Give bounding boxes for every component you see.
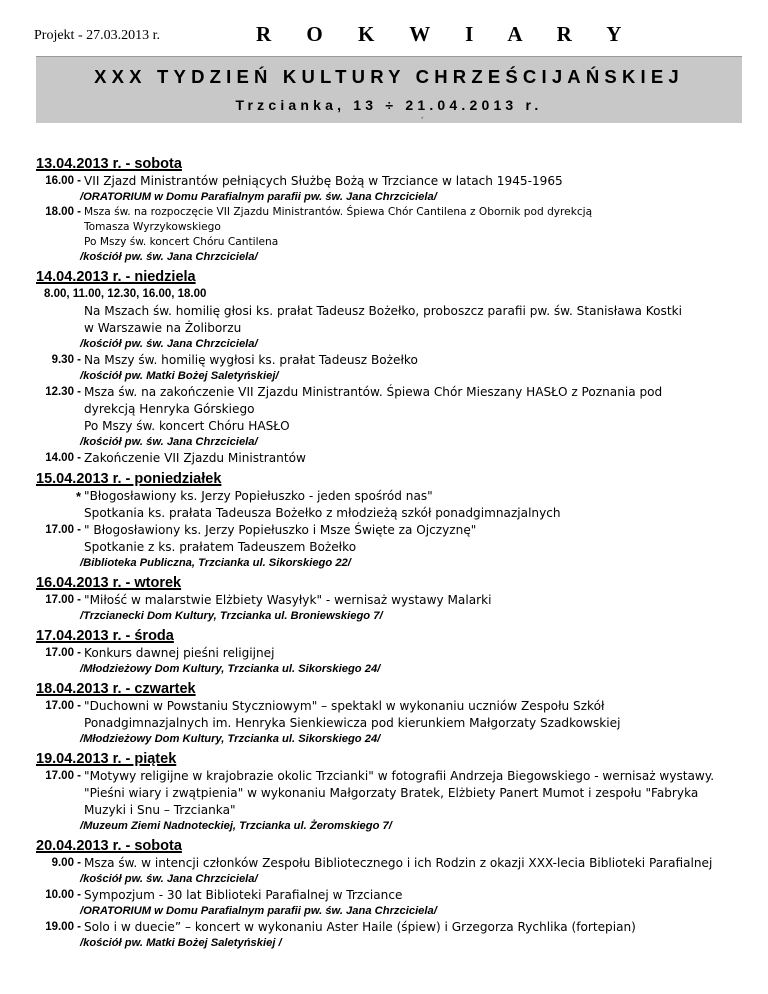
event-description: "Duchowni w Powstaniu Styczniowym" – spektakl w wykonaniu uczniów Zespołu Szkół — [84, 699, 605, 713]
event-line-row — [36, 539, 756, 556]
event-description: "Motywy religijne w krajobrazie okolic Trzcianki" w fotografii Andrzeja Biegowskiego - wernisaż wystawy. — [84, 769, 715, 783]
event-location: /ORATORIUM w Domu Parafialnym parafii pw. św. Jana Chrzciciela/ — [80, 905, 437, 917]
event-row — [36, 522, 756, 539]
event-time: 16.00 - — [45, 175, 81, 187]
event-description: Spotkanie z ks. prałatem Tadeuszem Bożełko — [84, 540, 357, 554]
event-time: 19.00 - — [45, 921, 81, 933]
event-row — [36, 286, 756, 303]
event-row — [36, 887, 756, 904]
event-time: 8.00, 11.00, 12.30, 16.00, 18.00 — [44, 288, 207, 300]
event-row — [36, 352, 756, 369]
event-description: "Pieśni wiary i zwątpienia" w wykonaniu Małgorzaty Bratek, Elżbiety Panert Mumot i zespołu "Fabryka — [84, 786, 699, 800]
event-description: Konkurs dawnej pieśni religijnej — [84, 646, 275, 660]
event-description: Sympozjum - 30 lat Biblioteki Parafialnej w Trzciance — [84, 888, 403, 902]
document-header — [0, 0, 768, 56]
banner-title: XXX TYDZIEŃ KULTURY CHRZEŚCIJAŃSKIEJ — [94, 66, 684, 87]
event-row — [36, 450, 756, 467]
event-time: 10.00 - — [45, 889, 81, 901]
event-description: Msza św. w intencji członków Zespołu Bibliotecznego i ich Rodzin z okazji XXX-lecia Biblioteki Parafialnej — [84, 856, 713, 870]
event-time: 18.00 - — [45, 206, 81, 218]
event-time: 17.00 - — [45, 524, 81, 536]
event-location: /kościół pw. św. Jana Chrzciciela/ — [80, 873, 258, 885]
day-heading: 13.04.2013 r. - sobota — [36, 156, 182, 172]
event-location: /Trzcianecki Dom Kultury, Trzcianka ul. Broniewskiego 7/ — [80, 610, 383, 622]
event-description: Spotkania ks. prałata Tadeusza Bożełko z młodzieżą szkół ponadgimnazjalnych — [84, 506, 561, 520]
event-line-row — [36, 401, 756, 418]
event-row — [36, 592, 756, 609]
day-heading: 14.04.2013 r. - niedziela — [36, 269, 196, 285]
event-row — [36, 698, 756, 715]
event-description: Tomasza Wyrzykowskiego — [84, 221, 221, 233]
event-description: " Błogosławiony ks. Jerzy Popiełuszko i Msze Święte za Ojczyznę" — [84, 523, 477, 537]
event-row — [36, 488, 756, 505]
program-list — [36, 152, 756, 951]
event-description: Po Mszy św. koncert Chóru HASŁO — [84, 419, 290, 433]
event-row — [36, 384, 756, 401]
event-line-row — [36, 802, 756, 819]
event-time: 14.00 - — [45, 452, 81, 464]
event-row — [36, 205, 756, 220]
event-time: 12.30 - — [45, 386, 81, 398]
event-row — [36, 855, 756, 872]
rok-wiary-heading: R O K W I A R Y — [256, 22, 637, 46]
event-line-row — [36, 715, 756, 732]
event-location: /Muzeum Ziemi Nadnoteckiej, Trzcianka ul. Żeromskiego 7/ — [80, 820, 392, 832]
event-description: VII Zjazd Ministrantów pełniących Służbę Bożą w Trzciance w latach 1945-1965 — [84, 174, 563, 188]
event-description: Po Mszy św. koncert Chóru Cantilena — [84, 236, 279, 248]
event-time: 17.00 - — [45, 647, 81, 659]
event-line-row — [36, 505, 756, 522]
event-description: "Błogosławiony ks. Jerzy Popiełuszko - jeden spośród nas" — [84, 489, 433, 503]
event-description: Ponadgimnazjalnych im. Henryka Sienkiewicza pod kierunkiem Małgorzaty Szadkowskiej — [84, 716, 621, 730]
event-time: * — [75, 489, 81, 504]
event-line-row — [36, 785, 756, 802]
event-description: dyrekcją Henryka Górskiego — [84, 402, 255, 416]
event-row — [36, 645, 756, 662]
event-description: Msza św. na zakończenie VII Zjazdu Ministrantów. Śpiewa Chór Mieszany HASŁO z Poznania pod — [84, 385, 663, 399]
event-location: /kościół pw. św. Jana Chrzciciela/ — [80, 251, 258, 263]
event-time: 17.00 - — [45, 700, 81, 712]
title-banner — [36, 56, 742, 123]
event-line-row — [36, 235, 756, 250]
banner-subtitle: Trzcianka, 13 ÷ 21.04.2013 r. — [235, 97, 543, 113]
event-location: /kościół pw. Matki Bożej Saletyńskiej / — [80, 937, 282, 949]
event-line-row — [36, 418, 756, 435]
event-location: /kościół pw. św. Jana Chrzciciela/ — [80, 436, 258, 448]
event-description: Zakończenie VII Zjazdu Ministrantów — [84, 451, 306, 465]
event-time: 17.00 - — [45, 594, 81, 606]
day-heading: 15.04.2013 r. - poniedziałek — [36, 471, 222, 487]
day-heading: 19.04.2013 r. - piątek — [36, 751, 177, 767]
event-time: 9.00 - — [51, 857, 81, 869]
event-description: Solo i w duecie” – koncert w wykonaniu Aster Haile (śpiew) i Grzegorza Rychlika (fortepian) — [84, 920, 636, 934]
event-description: w Warszawie na Żoliborzu — [84, 321, 242, 335]
day-heading: 20.04.2013 r. - sobota — [36, 838, 182, 854]
event-line-row — [36, 303, 756, 320]
project-date-label: Projekt - 27.03.2013 r. — [34, 28, 160, 43]
event-location: /Młodzieżowy Dom Kultury, Trzcianka ul. Sikorskiego 24/ — [80, 663, 381, 675]
event-row — [36, 768, 756, 785]
event-time: 9.30 - — [51, 354, 81, 366]
event-description: Na Mszy św. homilię wygłosi ks. prałat Tadeusz Bożełko — [84, 353, 418, 367]
event-description: Muzyki i Snu – Trzcianka" — [84, 803, 236, 817]
event-description: "Miłość w malarstwie Elżbiety Wasyłyk" - wernisaż wystawy Malarki — [84, 593, 492, 607]
day-heading: 18.04.2013 r. - czwartek — [36, 681, 196, 697]
event-row — [36, 919, 756, 936]
event-location: /kościół pw. św. Jana Chrzciciela/ — [80, 338, 258, 350]
event-location: /kościół pw. Matki Bożej Saletyńskiej/ — [80, 370, 279, 382]
event-location: /Młodzieżowy Dom Kultury, Trzcianka ul. Sikorskiego 24/ — [80, 733, 381, 745]
event-line-row — [36, 320, 756, 337]
event-time: 17.00 - — [45, 770, 81, 782]
event-location: /Biblioteka Publiczna, Trzcianka ul. Sikorskiego 22/ — [80, 557, 351, 569]
event-location: /ORATORIUM w Domu Parafialnym parafii pw. św. Jana Chrzciciela/ — [80, 191, 437, 203]
day-heading: 17.04.2013 r. - środa — [36, 628, 174, 644]
banner-mark: * — [421, 117, 424, 123]
event-row — [36, 173, 756, 190]
day-heading: 16.04.2013 r. - wtorek — [36, 575, 182, 591]
event-description: Na Mszach św. homilię głosi ks. prałat Tadeusz Bożełko, proboszcz parafii pw. św. Stanisława Kostki — [84, 304, 682, 318]
event-description: Msza św. na rozpoczęcie VII Zjazdu Ministrantów. Śpiewa Chór Cantilena z Obornik pod dyrekcją — [84, 206, 593, 218]
event-line-row — [36, 220, 756, 235]
